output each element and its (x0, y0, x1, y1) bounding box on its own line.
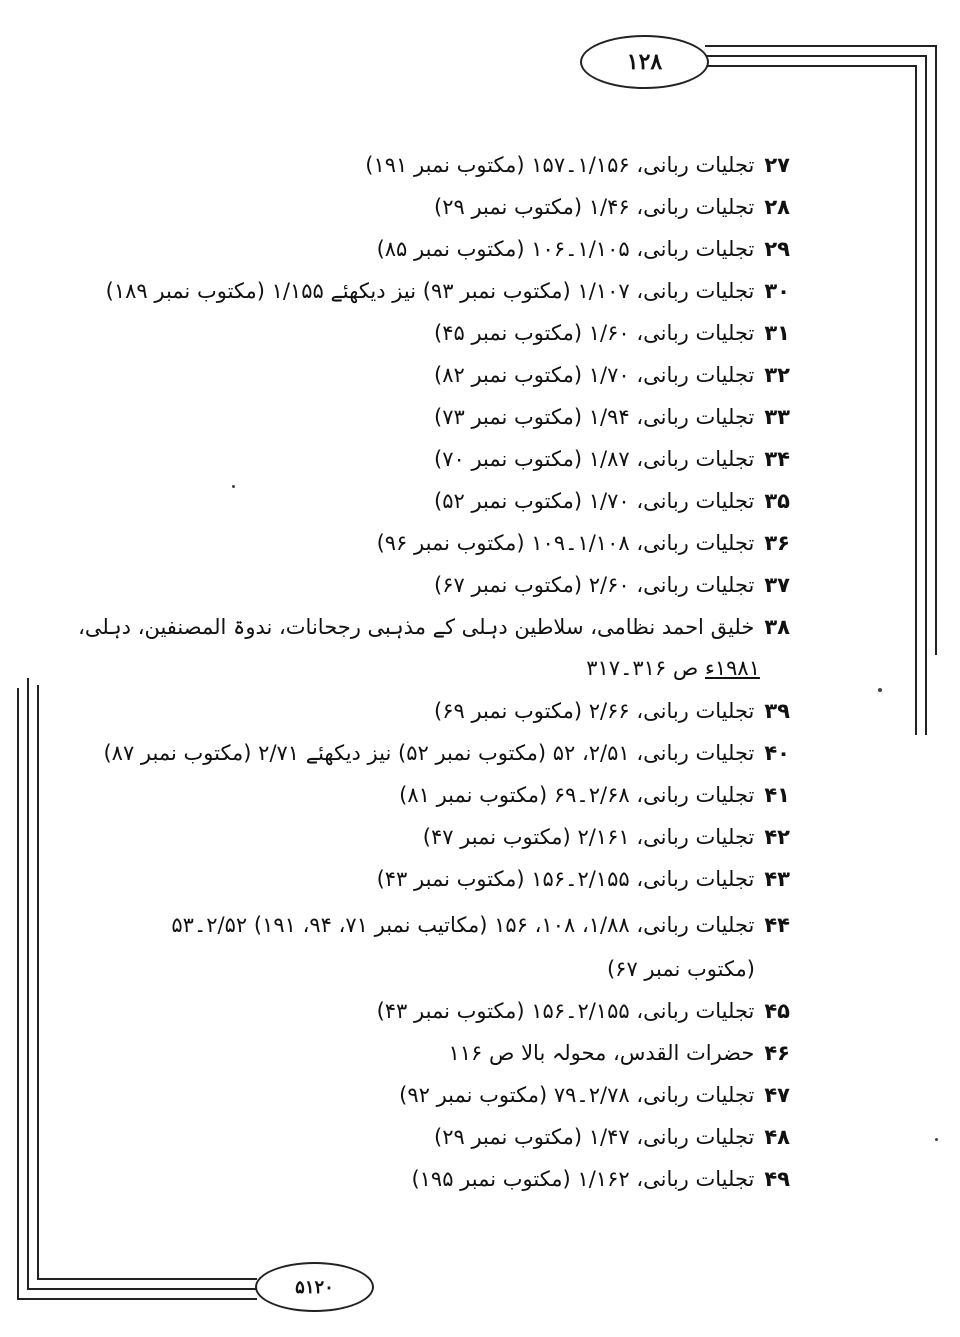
scan-speck (935, 1138, 938, 1141)
footnote-number: ۳۷ (764, 573, 790, 597)
footnote-number: ۳۱ (764, 321, 790, 345)
footnote-40 (103, 738, 790, 768)
bottom-page-number: ۵۱۲۰ (255, 1262, 374, 1312)
footnote-number: ۳۴ (764, 447, 790, 471)
frame-top-line-3 (705, 65, 917, 67)
footnote-35 (434, 486, 790, 516)
scan-speck (232, 485, 235, 488)
footnote-38-pages: ص ۳۱۶۔۳۱۷ (586, 656, 699, 680)
frame-top-line-2 (705, 55, 927, 57)
footnote-number: ۲۸ (764, 195, 790, 219)
footnote-28 (434, 192, 790, 222)
footnote-text: تجلیات ربانی، ۲/۱۶۱ (مکتوب نمبر ۴۷) (422, 825, 755, 849)
frame-top-line-1 (705, 45, 937, 47)
footnote-text: تجلیات ربانی، ۲/۶۸۔۶۹ (مکتوب نمبر ۸۱) (399, 783, 755, 807)
footnote-33 (434, 402, 790, 432)
footnote-text: تجلیات ربانی، ۲/۵۱، ۵۲ (مکتوب نمبر ۵۲) نیز دیکھئے ۲/۷۱ (مکتوب نمبر ۸۷) (103, 741, 755, 765)
footnote-45 (377, 996, 790, 1026)
top-page-number: ۱۲۸ (580, 35, 709, 89)
footnote-text: تجلیات ربانی، ۱/۴۷ (مکتوب نمبر ۲۹) (434, 1125, 755, 1149)
footnote-number: ۴۷ (764, 1083, 790, 1107)
footnote-34 (434, 444, 790, 474)
footnote-text: تجلیات ربانی، ۱/۶۰ (مکتوب نمبر ۴۵) (434, 321, 755, 345)
footnote-text: خلیق احمد نظامی، سلاطین دہلی کے مذہبی رجحانات، ندوۃ المصنفین، دہلی، (78, 615, 755, 639)
footnote-48 (434, 1122, 790, 1152)
footnote-29 (377, 234, 790, 264)
frame-bottom-line-1 (17, 1298, 257, 1300)
footnote-text: تجلیات ربانی، ۲/۶۰ (مکتوب نمبر ۶۷) (434, 573, 755, 597)
frame-left-line-1 (17, 688, 19, 1298)
footnote-38-continuation (586, 653, 760, 683)
frame-left-line-3 (37, 685, 39, 1278)
footnote-number: ۳۰ (764, 279, 790, 303)
footnote-text: تجلیات ربانی، ۲/۱۵۵۔۱۵۶ (مکتوب نمبر ۴۳) (376, 999, 755, 1023)
frame-left-line-2 (27, 678, 29, 1288)
frame-right-line-3 (915, 65, 917, 735)
frame-right-line-1 (935, 45, 937, 655)
footnote-text: حضرات القدس، محولہ بالا ص ۱۱۶ (448, 1041, 755, 1065)
footnote-number: ۴۳ (764, 867, 790, 891)
footnote-number: ۴۹ (764, 1167, 790, 1191)
footnote-number: ۳۵ (764, 489, 790, 513)
footnote-42 (423, 822, 790, 852)
footnote-number: ۳۲ (764, 363, 790, 387)
footnote-number: ۳۳ (764, 405, 790, 429)
footnote-text: تجلیات ربانی، ۱/۱۵۶۔۱۵۷ (مکتوب نمبر ۱۹۱) (365, 153, 755, 177)
footnote-text: تجلیات ربانی، ۱/۱۰۸۔۱۰۹ (مکتوب نمبر ۹۶) (376, 531, 755, 555)
footnote-text: تجلیات ربانی، ۱/۸۸، ۱۰۸، ۱۵۶ (مکاتیب نمبر ۷۱، ۹۴، ۱۹۱) ۲/۵۲۔۵۳ (171, 913, 755, 937)
footnote-text: تجلیات ربانی، ۱/۱۰۵۔۱۰۶ (مکتوب نمبر ۸۵) (376, 237, 755, 261)
footnote-number: ۳۶ (764, 531, 790, 555)
footnote-41 (399, 780, 790, 810)
frame-right-line-2 (925, 55, 927, 735)
footnote-27 (365, 150, 790, 180)
footnote-text: تجلیات ربانی، ۲/۱۵۵۔۱۵۶ (مکتوب نمبر ۴۳) (376, 867, 755, 891)
scan-speck (878, 688, 882, 692)
footnote-text: تجلیات ربانی، ۱/۴۶ (مکتوب نمبر ۲۹) (434, 195, 755, 219)
footnote-text: تجلیات ربانی، ۱/۹۴ (مکتوب نمبر ۷۳) (434, 405, 755, 429)
footnote-32 (434, 360, 790, 390)
footnote-number: ۳۹ (764, 699, 790, 723)
footnote-43 (377, 864, 790, 894)
footnote-number: ۳۸ (764, 615, 790, 639)
footnote-text: تجلیات ربانی، ۱/۷۰ (مکتوب نمبر ۵۲) (434, 489, 755, 513)
footnote-number: ۴۸ (764, 1125, 790, 1149)
frame-bottom-line-3 (37, 1278, 257, 1280)
footnote-text: تجلیات ربانی، ۲/۶۶ (مکتوب نمبر ۶۹) (434, 699, 755, 723)
footnote-text: تجلیات ربانی، ۱/۱۶۲ (مکتوب نمبر ۱۹۵) (411, 1167, 755, 1191)
frame-bottom-line-2 (27, 1288, 257, 1290)
footnote-39 (434, 696, 790, 726)
footnote-text: تجلیات ربانی، ۱/۱۰۷ (مکتوب نمبر ۹۳) نیز دیکھئے ۱/۱۵۵ (مکتوب نمبر ۱۸۹) (105, 279, 755, 303)
footnote-number: ۴۰ (764, 741, 790, 765)
footnote-49 (411, 1164, 790, 1194)
footnote-text: تجلیات ربانی، ۲/۷۸۔۷۹ (مکتوب نمبر ۹۲) (399, 1083, 755, 1107)
footnote-number: ۲۷ (764, 153, 790, 177)
footnote-44 (171, 910, 790, 940)
footnote-38 (78, 612, 790, 642)
footnote-46 (449, 1038, 791, 1068)
footnote-number: ۴۶ (764, 1041, 790, 1065)
footnote-number: ۲۹ (764, 237, 790, 261)
footnote-47 (399, 1080, 790, 1110)
footnote-number: ۴۲ (764, 825, 790, 849)
footnote-38-year: ۱۹۸۱ء (705, 656, 760, 680)
footnote-37 (434, 570, 790, 600)
footnote-number: ۴۴ (764, 913, 790, 937)
footnote-number: ۴۱ (764, 783, 790, 807)
footnote-text: تجلیات ربانی، ۱/۸۷ (مکتوب نمبر ۷۰) (434, 447, 755, 471)
footnote-text: تجلیات ربانی، ۱/۷۰ (مکتوب نمبر ۸۲) (434, 363, 755, 387)
footnote-31 (434, 318, 790, 348)
footnote-30 (106, 276, 790, 306)
footnote-44-continuation: (مکتوب نمبر ۶۷) (606, 957, 755, 981)
footnote-number: ۴۵ (764, 999, 790, 1023)
footnote-36 (377, 528, 790, 558)
